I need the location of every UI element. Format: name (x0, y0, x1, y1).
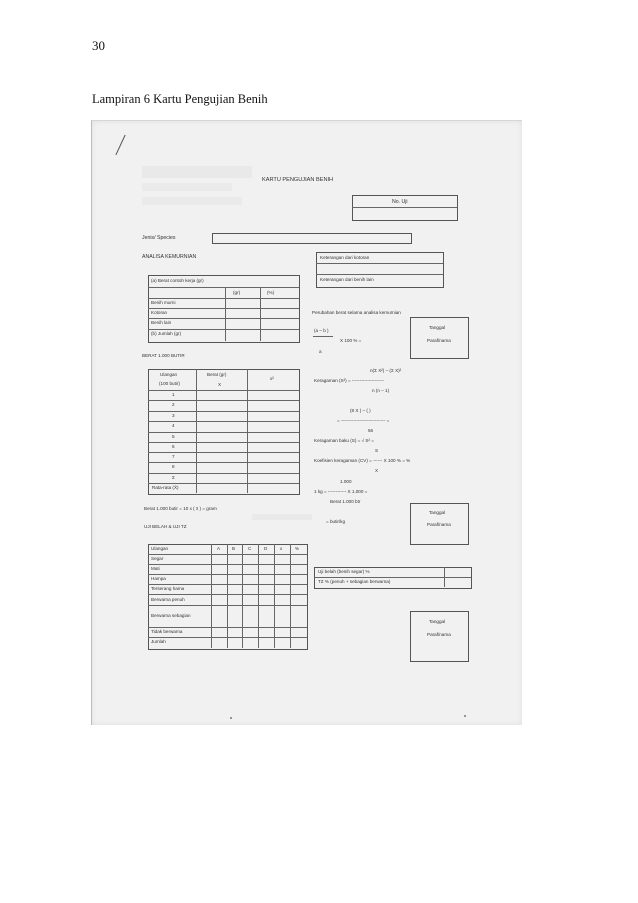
berat-bb: Berat 1.000 btr (330, 499, 361, 504)
butir-kg: = butir/kg (326, 519, 346, 524)
formula-x100: X 100 % = (340, 338, 362, 343)
tz-line: TZ % (penuh + sebagian berwarna) (318, 579, 391, 584)
kemurnian-col-pct: (%) (267, 290, 275, 295)
perubahan-label: Perubahan berat selama analisa kemurnian (312, 310, 401, 315)
berat-1000-heading: BERAT 1.000 BUTIR (142, 353, 185, 358)
ket-benih-lain-label: Keterangan dari benih lain (320, 277, 374, 282)
berat-line: Berat 1.000 butir = 10 x ( x̄ ) = gram (144, 506, 217, 511)
keragaman-bottom: n (n – 1) (372, 388, 390, 393)
s-val: S (375, 448, 379, 453)
keragaman-label: Keragaman (S²) = --------------------- (314, 378, 385, 383)
tz-row: Berwarna sebagian (151, 613, 191, 618)
pen-stroke (115, 135, 125, 155)
butir-row: 3 (172, 413, 175, 418)
keragaman-top: n(Σ X²) – (Σ X)² (370, 368, 402, 373)
x-val: X (375, 468, 379, 473)
tz-h-x: x (280, 546, 283, 551)
butir-h-x: X (218, 382, 222, 387)
paraf-label: Paraf/nama (427, 338, 451, 343)
kemurnian-row: (b) Jumlah (gr) (151, 331, 182, 336)
ket-kotoran-label: Keterangan dari kotoran (320, 255, 370, 260)
butir-rata: Rata-rata (X̄) (152, 485, 179, 490)
jenis-label: Jenis/ Species (142, 235, 176, 241)
kemurnian-row: Benih lain (151, 320, 172, 325)
kemurnian-row0: (a) Berat contoh kerja (gr) (151, 278, 204, 283)
butir-h-butir: (100 butir) (159, 381, 180, 386)
butir-sigma: Σ (172, 475, 175, 480)
uji-belah-heading: UJI BELAH & UJI TZ (144, 524, 187, 529)
tz-h-ulangan: Ulangan (151, 546, 169, 551)
page-number: 30 (92, 38, 105, 53)
kemurnian-row: Benih murni (151, 300, 176, 305)
tz-row: Tidak berwarna (151, 629, 183, 634)
paraf-label: Paraf/nama (427, 522, 451, 527)
tz-row: Jumlah (151, 639, 166, 644)
paraf-label: Paraf/nama (427, 632, 451, 637)
analisa-heading: ANALISA KEMURNIAN (142, 254, 197, 260)
koefisien: Koefisien keragaman (CV) = ------ X 100 % = % (314, 458, 411, 463)
page-caption: Lampiran 6 Kartu Pengujian Benih (92, 92, 268, 106)
formula-ab: (a – b ) (314, 328, 329, 333)
tanggal-label: Tanggal (429, 510, 446, 515)
butir-h-x2: x² (270, 376, 274, 381)
butir-h-berat: Berat (gr) (207, 372, 227, 377)
butir-row: 5 (172, 434, 175, 439)
formula-a: a (319, 349, 322, 354)
keragaman-baku: Keragaman baku (S) = √ S² = (314, 438, 374, 443)
card-title: KARTU PENGUJIAN BENIH (262, 177, 334, 183)
butir-row: 2 (172, 402, 175, 407)
butir-row: 4 (172, 423, 175, 428)
tz-h-c: C (248, 546, 252, 551)
butir-row: 6 (172, 444, 175, 449)
butir-row: 8 (172, 464, 175, 469)
tz-row: Segar (151, 556, 164, 561)
tz-h-pct: % (295, 546, 300, 551)
butir-h-ulangan: Ulangan (160, 372, 178, 377)
f2-mid: = ----------------------------- = (337, 418, 390, 423)
tz-row: Terserang hama (151, 586, 185, 591)
butir-row: 7 (172, 454, 175, 459)
scanned-card (91, 120, 522, 725)
tz-h-a: A (217, 546, 221, 551)
f2-bottom: 56 (368, 428, 374, 433)
tz-h-b: B (232, 546, 236, 551)
no-uji-label: No. Uji (392, 199, 408, 205)
tanggal-label: Tanggal (429, 325, 446, 330)
butir-row: 1 (172, 392, 175, 397)
tz-row: Berwarna penuh (151, 597, 185, 602)
val-1000: 1.000 (340, 479, 352, 484)
kg-line: 1 kg = ------------ X 1.000 = (314, 489, 368, 494)
tanggal-label: Tanggal (429, 619, 446, 624)
tz-h-d: D (264, 546, 268, 551)
kemurnian-col-gr: (gr) (233, 290, 241, 295)
tz-row: Mati (151, 566, 160, 571)
f2-top: (8 X ) – ( ) (350, 408, 371, 413)
tz-row: Hampa (151, 576, 166, 581)
kemurnian-row: Kotoran (151, 310, 168, 315)
jenis-box (212, 233, 412, 244)
uji-belah-line: Uji belah (benih segar) % (318, 569, 370, 574)
